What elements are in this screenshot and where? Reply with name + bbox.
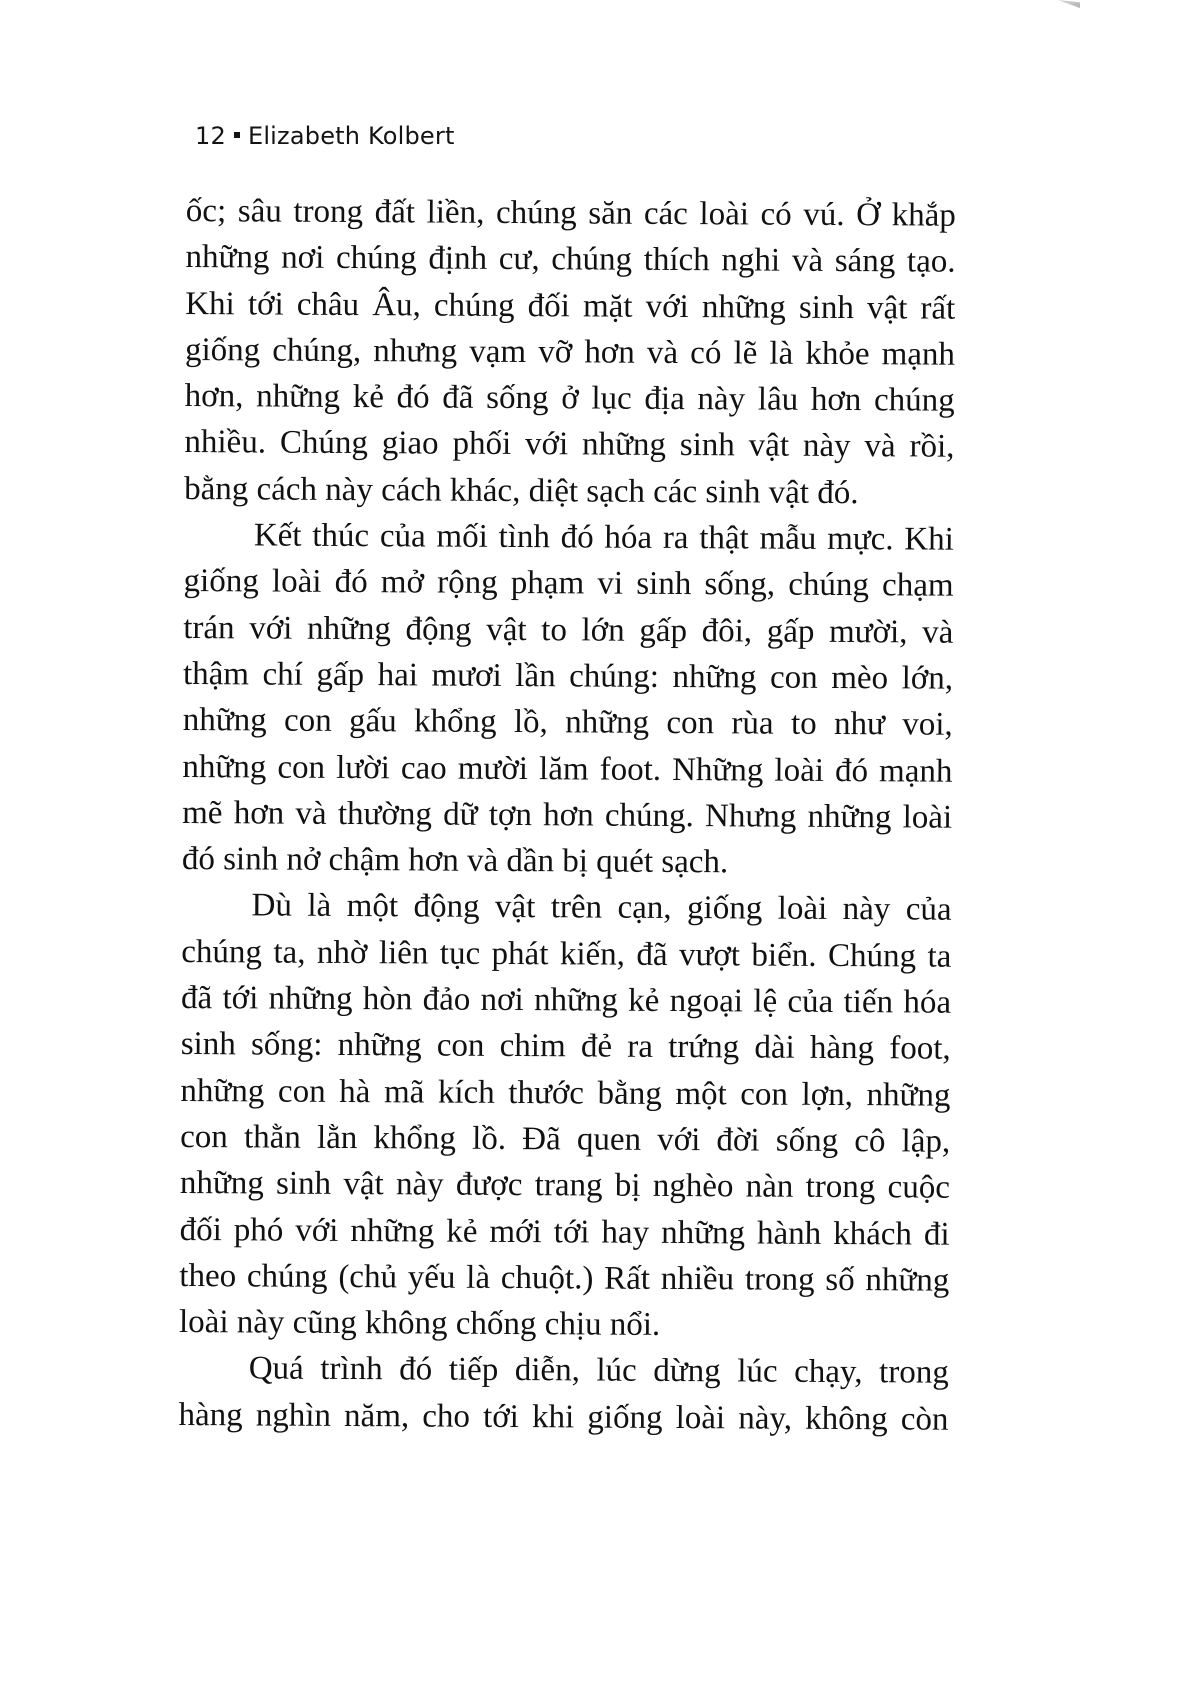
text-line: Quá trình đó tiếp diễn, lúc dừng lúc chạy, trong	[248, 1350, 949, 1392]
text-line: hàng nghìn năm, cho tới khi giống loài này, không còn	[178, 1396, 949, 1438]
text-line: chúng ta, nhờ liên tục phát kiến, đã vượt biển. Chúng ta	[181, 933, 952, 975]
text-line: bằng cách này cách khác, diệt sạch các sinh vật đó.	[184, 470, 859, 511]
paragraph	[184, 188, 956, 517]
text-line: giống loài đó mở rộng phạm vi sinh sống, chúng chạm	[183, 563, 954, 605]
running-head	[195, 122, 455, 150]
page-bottom-margin	[0, 1500, 1189, 1683]
text-line: đó sinh nở chậm hơn và dần bị quét sạch.	[181, 841, 729, 881]
bullet-separator-icon	[234, 132, 240, 138]
text-line: những sinh vật này được trang bị nghèo nàn trong cuộc	[179, 1165, 951, 1206]
author-name: Elizabeth Kolbert	[247, 122, 455, 150]
body-text	[178, 188, 956, 1443]
text-line: trán với những động vật to lớn gấp đôi, gấp mười, và	[183, 609, 954, 651]
text-line: nhiều. Chúng giao phối với những sinh vật này và rồi,	[184, 424, 955, 466]
text-line: thậm chí gấp hai mươi lần chúng: những con mèo lớn,	[182, 655, 954, 697]
text-line: những nơi chúng định cư, chúng thích nghi và sáng tạo.	[185, 239, 956, 280]
paragraph	[178, 1345, 949, 1442]
text-line: loài này cũng không chống chịu nổi.	[178, 1304, 661, 1344]
text-line: những con hà mã kích thước bằng một con lợn, những	[180, 1072, 951, 1114]
text-line: mẽ hơn và thường dữ tợn hơn chúng. Nhưng những loài	[182, 794, 953, 836]
text-line: đối phó với những kẻ mới tới hay những hành khách đi	[179, 1211, 950, 1253]
text-line: sinh sống: những con chim đẻ ra trứng dài hàng foot,	[180, 1026, 951, 1068]
text-line: Dù là một động vật trên cạn, giống loài này của	[251, 887, 952, 929]
page-number: 12	[195, 122, 226, 150]
scan-corner-artifact	[1058, 0, 1080, 8]
text-line: hơn, những kẻ đó đã sống ở lục địa này lâu hơn chúng	[184, 378, 955, 419]
text-line: đã tới những hòn đảo nơi những kẻ ngoại lệ của tiến hóa	[180, 980, 952, 1021]
text-line: giống chúng, nhưng vạm vỡ hơn và có lẽ là khỏe mạnh	[184, 331, 956, 373]
text-line: theo chúng (chủ yếu là chuột.) Rất nhiều trong số những	[179, 1257, 950, 1299]
text-line: con thằn lằn khổng lồ. Đã quen với đời sống cô lập,	[180, 1118, 951, 1160]
text-line: những con lười cao mười lăm foot. Những loài đó mạnh	[182, 748, 953, 790]
text-line: những con gấu khổng lồ, những con rùa to như voi,	[182, 702, 953, 743]
text-line: ốc; sâu trong đất liền, chúng săn các loài có vú. Ở khắp	[185, 192, 956, 234]
paragraph	[182, 512, 954, 887]
text-line: Khi tới châu Âu, chúng đối mặt với những sinh vật rất	[185, 285, 956, 327]
text-line: Kết thúc của mối tình đó hóa ra thật mẫu mực. Khi	[253, 517, 954, 558]
paragraph	[179, 882, 952, 1350]
